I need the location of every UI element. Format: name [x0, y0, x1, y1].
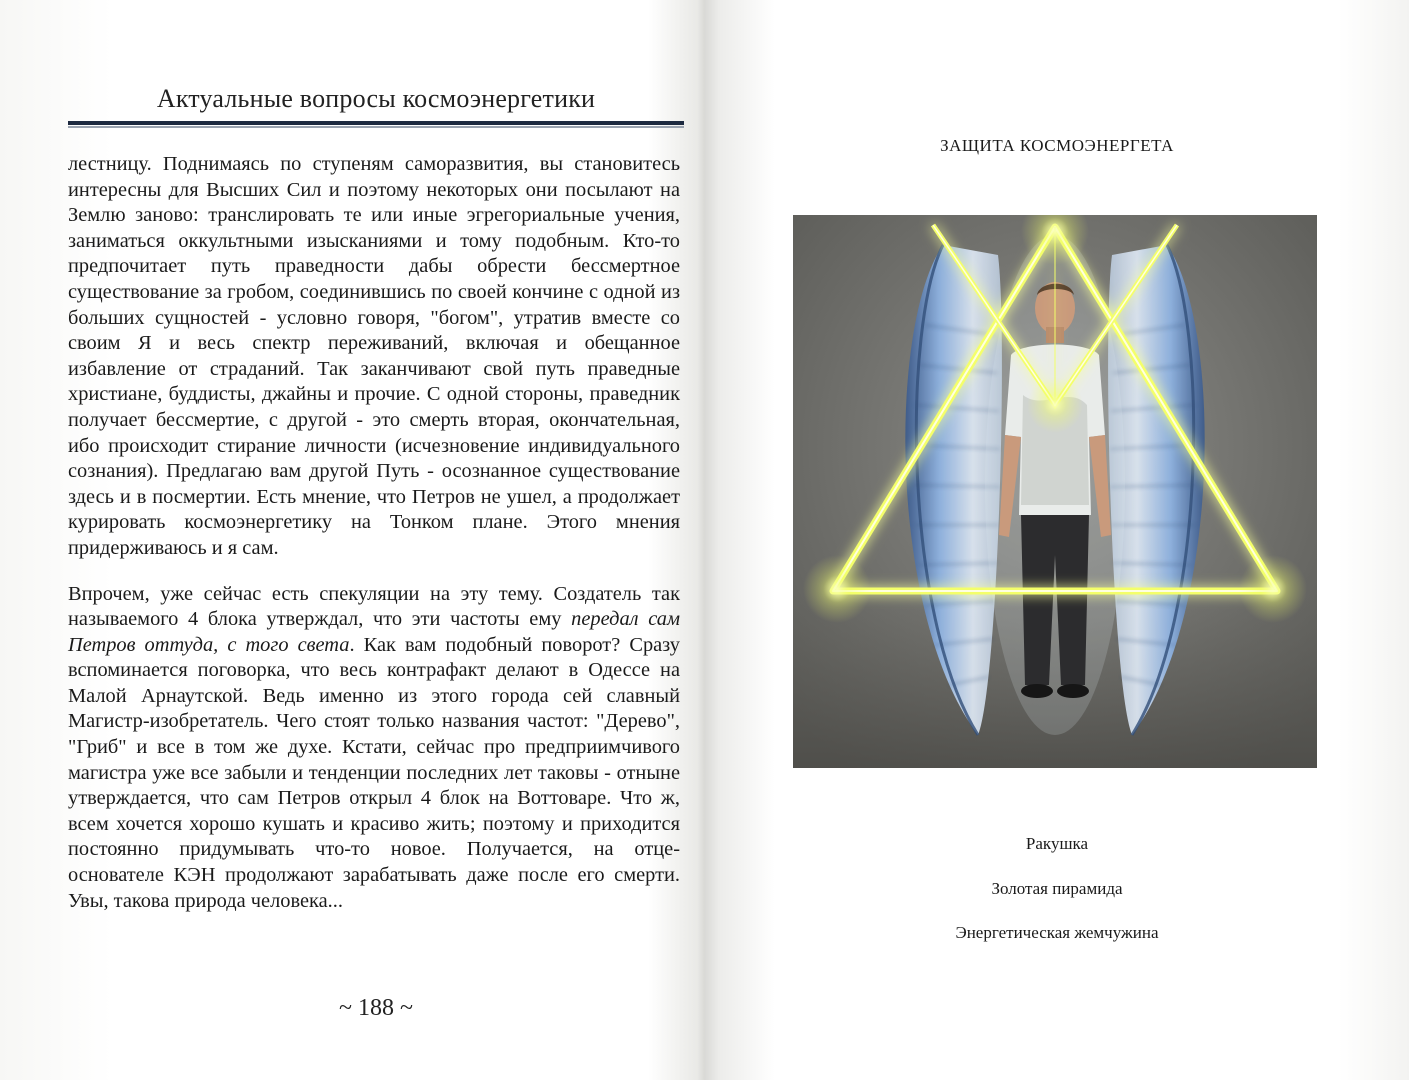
glow-right-vertex	[1239, 555, 1307, 623]
illustration-svg	[793, 215, 1317, 768]
glow-left-vertex	[803, 555, 871, 623]
caption: Золотая пирамида	[991, 878, 1123, 898]
caption: Ракушка	[1025, 834, 1089, 853]
paragraph-text: Впрочем, уже сейчас есть спекуляции на эту тему. Создатель так называемого 4 блока утверждал, что эти частоты ему	[68, 582, 680, 631]
paragraph	[68, 582, 680, 915]
italic-quote: передал сам Петров оттуда, с того света	[68, 608, 680, 656]
header-rule	[68, 121, 684, 129]
running-head: Актуальные вопросы космоэнергетики	[156, 84, 596, 113]
plate-title: ЗАЩИТА КОСМОЭНЕРГЕТА	[940, 136, 1174, 155]
right-page	[705, 0, 1409, 1080]
illustration	[793, 215, 1317, 768]
header-rule-thin	[68, 126, 684, 128]
paragraph: лестницу. Поднимаясь по ступеням саморазвития, вы становитесь интересны для Высших Сил и поэтому некоторых они посылают на Землю заново: транслировать те или иные эгрегориальные учения, заниматься оккультными изысканиями и тому подобным. Кто-то предпочитает путь праведности дабы обрести бессмертное существование за гробом, соединившись по своей кончине с одной из больших сущностей - условно говоря, "богом", утратив вместе со своим Я и весь спектр переживаний, включая и обещанное избавление от страданий. Так заканчивают свой путь праведные христиане, буддисты, джайны и прочие. С одной стороны, праведник получает бессмертие, с другой - это смерть вторая, окончательная, ибо происходит стирание личности (исчезновение индивидуального сознания). Предлагаю вам другой Путь - осознанное существование здесь и в посмертии. Есть мнение, что Петров не ушел, а продолжает курировать космоэнергетику на Тонком плане. Этого мнения придерживаюсь и я сам.	[68, 153, 680, 559]
paragraph-text: . Как вам подобный поворот? Сразу вспоминается поговорка, что весь контрафакт делают в Одессе на Малой Арнаутской. Ведь именно из этого города сей славный Магистр-изобретатель. Чего стоят только названия частот: "Дерево", "Гриб" и все в том же духе. Кстати, сейчас про предприимчивого магистра уже все забыли и тенденции последних лет таковы - отныне утверждается, что сам Петров открыл 4 блок на Воттоваре. Что ж, всем хочется хорошо кушать и красиво жить; поэтому и приходится постоянно придумывать что-то новое. Получается, на отце-основателе КЭН продолжают зарабатывать даже после его смерти. Увы, такова природа человека...	[68, 633, 681, 912]
glow-center	[1027, 377, 1083, 433]
body-text	[68, 152, 680, 914]
caption: Энергетическая жемчужина	[955, 923, 1159, 942]
header-rule-thick	[68, 121, 684, 125]
left-page	[0, 0, 700, 1080]
page-number: ~ 188 ~	[339, 995, 413, 1021]
captions	[705, 834, 1409, 968]
